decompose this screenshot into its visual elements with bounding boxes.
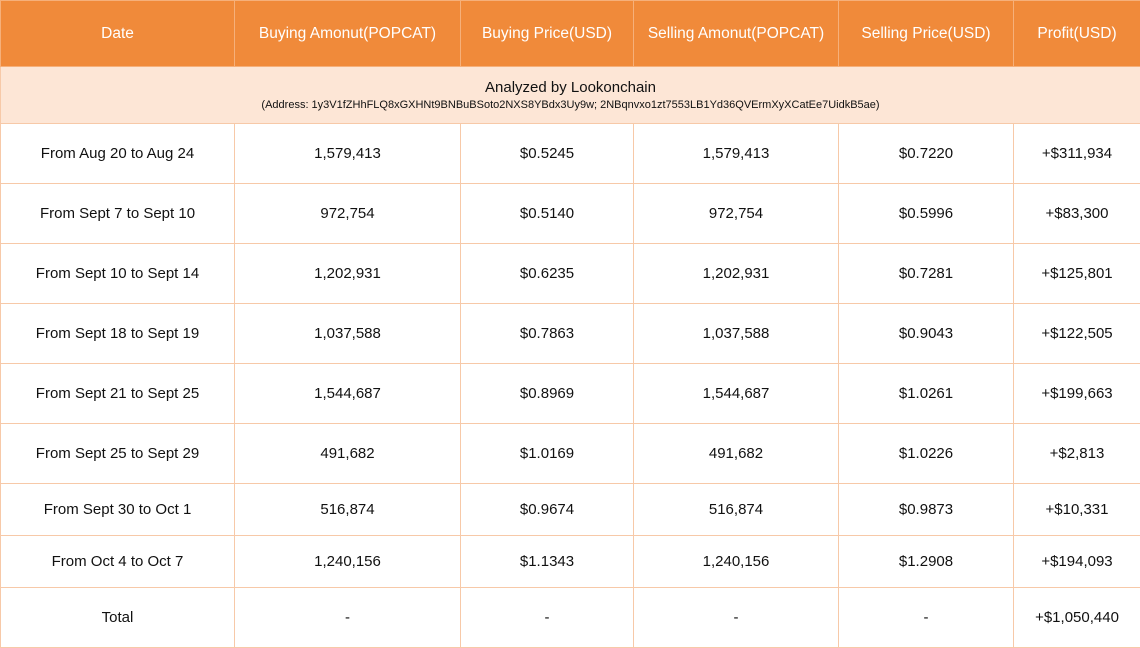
header-date: Date <box>1 1 235 67</box>
selling-price-cell: $0.9043 <box>839 304 1014 364</box>
buying-price-cell: $0.9674 <box>461 484 634 536</box>
table-row <box>1 484 1140 536</box>
profit-cell: +$10,331 <box>1014 484 1140 536</box>
buying-amount-cell: 516,874 <box>235 484 461 536</box>
header-row <box>1 1 1140 67</box>
date-cell: From Sept 18 to Sept 19 <box>1 304 235 364</box>
table-row <box>1 536 1140 588</box>
selling-price-cell: $1.0261 <box>839 364 1014 424</box>
buying-price-cell: $0.5140 <box>461 184 634 244</box>
date-cell: From Sept 25 to Sept 29 <box>1 424 235 484</box>
profit-cell: +$311,934 <box>1014 124 1140 184</box>
buying-amount-cell: 972,754 <box>235 184 461 244</box>
buying-price-cell: $0.7863 <box>461 304 634 364</box>
selling-amount-cell: 1,544,687 <box>634 364 839 424</box>
buying-amount-cell: 1,579,413 <box>235 124 461 184</box>
selling-amount-cell: - <box>634 588 839 648</box>
selling-price-cell: $1.2908 <box>839 536 1014 588</box>
date-cell: From Aug 20 to Aug 24 <box>1 124 235 184</box>
table-row <box>1 124 1140 184</box>
header-selling-price: Selling Price(USD) <box>839 1 1014 67</box>
selling-amount-cell: 491,682 <box>634 424 839 484</box>
date-cell: From Sept 30 to Oct 1 <box>1 484 235 536</box>
buying-price-cell: $0.6235 <box>461 244 634 304</box>
selling-price-cell: $0.9873 <box>839 484 1014 536</box>
total-row <box>1 588 1140 648</box>
table-row <box>1 304 1140 364</box>
buying-price-cell: - <box>461 588 634 648</box>
profit-cell: +$83,300 <box>1014 184 1140 244</box>
selling-amount-cell: 1,202,931 <box>634 244 839 304</box>
selling-price-cell: - <box>839 588 1014 648</box>
date-cell: From Sept 21 to Sept 25 <box>1 364 235 424</box>
table-row <box>1 424 1140 484</box>
buying-price-cell: $1.1343 <box>461 536 634 588</box>
selling-amount-cell: 1,579,413 <box>634 124 839 184</box>
selling-amount-cell: 1,240,156 <box>634 536 839 588</box>
buying-price-cell: $1.0169 <box>461 424 634 484</box>
date-cell: Total <box>1 588 235 648</box>
buying-amount-cell: 491,682 <box>235 424 461 484</box>
header-buying-price: Buying Price(USD) <box>461 1 634 67</box>
buying-amount-cell: 1,240,156 <box>235 536 461 588</box>
header-profit: Profit(USD) <box>1014 1 1140 67</box>
table-body <box>1 124 1140 648</box>
table-header <box>1 1 1140 67</box>
date-cell: From Oct 4 to Oct 7 <box>1 536 235 588</box>
selling-amount-cell: 516,874 <box>634 484 839 536</box>
selling-amount-cell: 972,754 <box>634 184 839 244</box>
profit-cell: +$199,663 <box>1014 364 1140 424</box>
profit-cell: +$194,093 <box>1014 536 1140 588</box>
buying-amount-cell: 1,544,687 <box>235 364 461 424</box>
profit-cell: +$125,801 <box>1014 244 1140 304</box>
profit-cell: +$1,050,440 <box>1014 588 1140 648</box>
date-cell: From Sept 10 to Sept 14 <box>1 244 235 304</box>
analyzed-cell <box>1 67 1140 124</box>
analysis-banner <box>1 67 1140 124</box>
analyzed-by-label: Analyzed by Lookonchain <box>1 79 1140 96</box>
buying-amount-cell: 1,037,588 <box>235 304 461 364</box>
buying-amount-cell: - <box>235 588 461 648</box>
table-row <box>1 364 1140 424</box>
selling-price-cell: $0.5996 <box>839 184 1014 244</box>
profit-cell: +$122,505 <box>1014 304 1140 364</box>
buying-amount-cell: 1,202,931 <box>235 244 461 304</box>
profit-cell: +$2,813 <box>1014 424 1140 484</box>
table-row <box>1 184 1140 244</box>
selling-price-cell: $1.0226 <box>839 424 1014 484</box>
buying-price-cell: $0.5245 <box>461 124 634 184</box>
selling-amount-cell: 1,037,588 <box>634 304 839 364</box>
buying-price-cell: $0.8969 <box>461 364 634 424</box>
analyzed-row <box>1 67 1140 124</box>
selling-price-cell: $0.7281 <box>839 244 1014 304</box>
wallet-addresses: (Address: 1y3V1fZHhFLQ8xGXHNt9BNBuBSoto2NXS8YBdx3Uy9w; 2NBqnvxo1zt7553LB1Yd36QVErmXyXCatEe7UidkB5ae) <box>1 99 1140 111</box>
header-selling-amount: Selling Amonut(POPCAT) <box>634 1 839 67</box>
table-row <box>1 244 1140 304</box>
selling-price-cell: $0.7220 <box>839 124 1014 184</box>
header-buying-amount: Buying Amonut(POPCAT) <box>235 1 461 67</box>
date-cell: From Sept 7 to Sept 10 <box>1 184 235 244</box>
